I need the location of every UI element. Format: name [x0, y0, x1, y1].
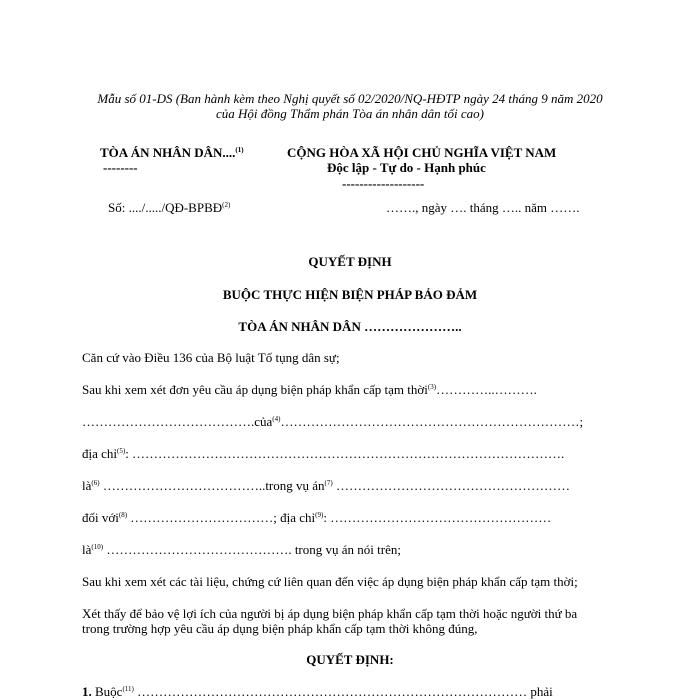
review-request-line: Sau khi xem xét đơn yêu cầu áp dụng biện pháp khẩn cấp tạm thời$^{(3)}$…………..……….: [82, 382, 537, 397]
respondent-role-line: $là^{(10)}$ ……………………………………. trong vụ án nói trên;: [82, 542, 401, 557]
court-rule: --------: [103, 160, 138, 175]
basis-paragraph: Căn cứ vào Điều 136 của Bộ luật Tố tụng dân sự;: [82, 350, 340, 365]
address-line: địa chỉ$^{(5)}$: ……………………………………………………………………………………….: [82, 446, 565, 461]
requester-line: ………………………………….của$^{(4)}$……………………………………………………………;: [82, 414, 584, 429]
consideration-line-1: Xét thấy để bảo vệ lợi ích của người bị áp dụng biện pháp khẩn cấp tạm thời hoặc người thứ ba: [82, 606, 578, 621]
title-main: QUYẾT ĐỊNH: [308, 254, 392, 269]
decision-date: ……., ngày …. tháng ….. năm …….: [386, 200, 580, 215]
nation-name: CỘNG HÒA XÃ HỘI CHỦ NGHĨA VIỆT NAM: [287, 145, 557, 160]
form-note-line-2: của Hội đồng Thẩm phán Tòa án nhân dân tối cao): [216, 106, 484, 121]
title-court: TÒA ÁN NHÂN DÂN …………………..: [238, 319, 462, 334]
consideration-line-2: trong trường hợp yêu cầu áp dụng biện pháp khẩn cấp tạm thời không đúng,: [82, 621, 478, 636]
decision-number: Số: ..../...../QĐ-BPBĐ$^{(2)}$: [108, 200, 231, 215]
evidence-paragraph: Sau khi xem xét các tài liệu, chứng cứ liên quan đến việc áp dụng biện pháp khẩn cấp tạm thời;: [82, 574, 578, 589]
motto-rule: -------------------: [342, 176, 425, 191]
title-sub: BUỘC THỰC HIỆN BIỆN PHÁP BẢO ĐẢM: [222, 287, 478, 302]
motto: Độc lập - Tự do - Hạnh phúc: [327, 160, 486, 175]
role-line: $là^{(6)}$ ………………………………..trong vụ $án^{(7)}$ ………………………………………………: [82, 478, 570, 493]
court-name: TÒA ÁN NHÂN DÂN....$^{(1)}$: [100, 145, 244, 160]
decision-heading: QUYẾT ĐỊNH:: [306, 652, 394, 667]
decision-item-1: 1. Buộc$^{(11)}$ ……………………………………………………………………………… phải: [82, 684, 553, 699]
respondent-line: đối với$^{(8)}$ ……………………………; địa chỉ$^{(9)}$: ……………………………………………: [82, 510, 552, 525]
form-note-line-1: Mẫu số 01-DS (Ban hành kèm theo Nghị quyết số 02/2020/NQ-HĐTP ngày 24 tháng 9 năm 2020: [97, 91, 603, 106]
